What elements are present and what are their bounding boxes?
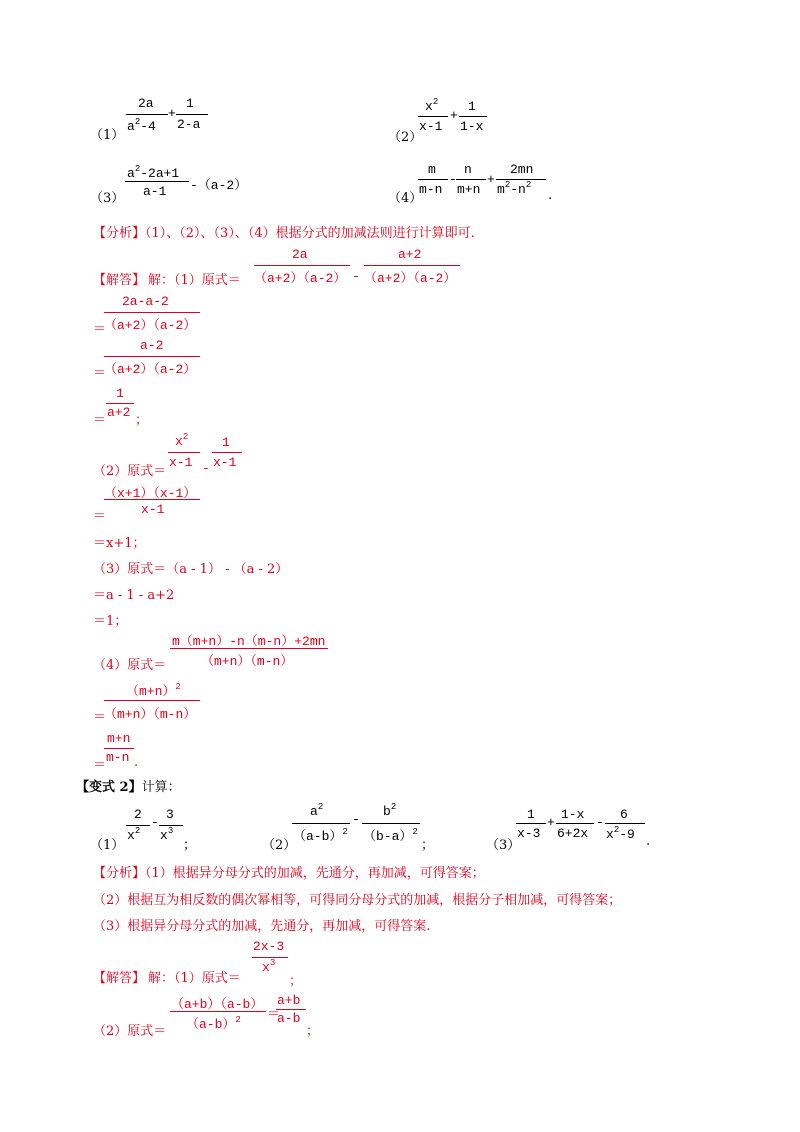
numerator: 1-x <box>561 807 585 822</box>
solution-intro: （4）原式＝ <box>93 658 167 673</box>
result-line: ＝1； <box>93 614 128 629</box>
operator: + <box>450 108 458 123</box>
numerator: 1 <box>116 386 124 401</box>
numerator: $x^2$ <box>175 432 189 449</box>
denominator: （a+2）（a-2） <box>104 318 197 333</box>
denominator: x-1 <box>213 455 237 470</box>
result-line: ＝x+1； <box>93 536 146 551</box>
numerator: $b^2$ <box>383 802 397 819</box>
denominator: 6+2x <box>557 826 589 841</box>
numerator: 1 <box>222 435 230 450</box>
operator: - <box>151 815 159 830</box>
period: . <box>548 188 553 203</box>
numerator: a+b <box>277 993 301 1008</box>
denominator: m+n <box>457 182 481 197</box>
numerator: m（m+n）-n（m-n）+2mn <box>172 634 326 649</box>
denominator: $(a-b)^2$ <box>186 1015 241 1032</box>
equals: ＝ <box>93 509 107 524</box>
denominator: （a+2）（a-2） <box>364 271 457 286</box>
period: . <box>646 834 651 849</box>
operator: - <box>202 461 210 476</box>
problem-label: （3） <box>90 191 125 206</box>
equals: ＝ <box>267 1007 281 1022</box>
numerator: 2x-3 <box>253 939 285 954</box>
problem-label: （1） <box>90 128 125 143</box>
denominator: a-1 <box>143 184 167 199</box>
numerator: m <box>428 162 436 177</box>
numerator: 3 <box>166 807 174 822</box>
denominator: （m+n）（m-n） <box>201 654 294 669</box>
denominator: $x^3$ <box>262 958 276 975</box>
problem-label: （2） <box>262 838 297 853</box>
variant-text: 计算： <box>141 780 181 795</box>
numerator: 2mn <box>510 162 534 177</box>
denominator: $(a-b)^2$ <box>293 827 348 844</box>
numerator: （x+1）（x-1） <box>104 486 197 501</box>
semicolon: ； <box>135 413 149 428</box>
equals: ＝ <box>93 322 107 337</box>
numerator: 1 <box>468 99 476 114</box>
denominator: 1-x <box>460 119 484 134</box>
operator: - <box>352 812 360 827</box>
denominator: （a+2）（a-2） <box>104 362 197 377</box>
operator: + <box>547 815 555 830</box>
numerator: 1 <box>527 807 535 822</box>
solution-tag: 【解答】 <box>93 971 146 986</box>
variant-2-heading <box>76 776 181 795</box>
equals: ＝ <box>93 413 107 428</box>
analysis-1 <box>93 222 475 241</box>
operator: - <box>596 815 604 830</box>
solution-intro: （2）原式＝ <box>93 464 167 479</box>
numerator: $a^2-2a+1$ <box>127 164 180 181</box>
numerator: m+n <box>107 731 131 746</box>
denominator: $(b-a)^2$ <box>363 827 418 844</box>
analysis-text: （1）、（2）、（3）、（4）根据分式的加减法则进行计算即可. <box>145 226 475 241</box>
denominator: a-b <box>277 1011 301 1026</box>
equals: ＝ <box>93 758 107 773</box>
problem-label: （2） <box>388 130 423 145</box>
denominator: （m+n）（m-n） <box>104 707 197 722</box>
problem-label: （4） <box>388 191 423 206</box>
variant-tag: 【变式 2】 <box>76 780 142 795</box>
numerator: a-2 <box>140 338 164 353</box>
semicolon: ； <box>183 838 197 853</box>
numerator: 6 <box>620 807 628 822</box>
solution-intro: （2）原式＝ <box>93 1024 167 1039</box>
denominator: $m^2-n^2$ <box>497 180 532 197</box>
solution-intro: 解：（1）原式＝ <box>148 971 241 986</box>
operator: - <box>352 269 360 284</box>
denominator: x-1 <box>419 119 443 134</box>
equals: ＝ <box>93 366 107 381</box>
problem-label: （1） <box>90 838 125 853</box>
semicolon: ； <box>306 1024 320 1039</box>
numerator: 2a-a-2 <box>122 294 169 309</box>
semicolon: ； <box>289 974 303 989</box>
solution-line: ＝a - 1 - a+2 <box>93 588 175 603</box>
denominator: （a+2）（a-2） <box>254 271 347 286</box>
denominator: m-n <box>106 750 130 765</box>
denominator: $x^2-9$ <box>606 825 635 842</box>
solution-tag: 【解答】 <box>93 273 146 288</box>
denominator: $x^3$ <box>160 826 174 843</box>
denominator: m-n <box>419 182 443 197</box>
numerator: a+2 <box>398 247 422 262</box>
analysis-line-1: 【分析】（1）根据异分母分式的加减，先通分，再加减，可得答案； <box>93 866 485 881</box>
denominator: x-1 <box>169 455 193 470</box>
numerator: 2 <box>134 807 142 822</box>
period: . <box>134 755 139 770</box>
solution-intro: 解：（1）原式＝ <box>148 273 241 288</box>
operator: - <box>449 172 457 187</box>
semicolon: ； <box>421 838 435 853</box>
numerator: 1 <box>186 96 194 111</box>
analysis-tag: 【分析】 <box>93 226 146 241</box>
solution-line: （3）原式＝（a - 1） - （a - 2） <box>93 562 289 577</box>
operator: + <box>487 172 495 187</box>
operator: + <box>168 106 176 121</box>
problem-label: （3） <box>486 838 521 853</box>
expression-rest: -（a-2） <box>190 178 248 193</box>
denominator: $x^2$ <box>127 826 141 843</box>
numerator: 2a <box>292 247 308 262</box>
analysis-line-2: （2）根据互为相反数的偶次幂相等，可得同分母分式的加减，根据分子相加减，可得答案； <box>93 893 622 908</box>
numerator: $a^2$ <box>310 802 324 819</box>
numerator: n <box>464 162 472 177</box>
denominator: a+2 <box>107 405 131 420</box>
analysis-line-3: （3）根据异分母分式的加减，先通分，再加减，可得答案. <box>93 919 431 934</box>
numerator: （a+b）（a-b） <box>171 997 264 1012</box>
denominator: 2-a <box>177 117 201 132</box>
denominator: $a^2-4$ <box>127 117 156 134</box>
denominator: x-3 <box>517 826 541 841</box>
equals: ＝ <box>93 710 107 725</box>
numerator: $(m+n)^2$ <box>126 682 181 699</box>
numerator: $x^2$ <box>425 97 439 114</box>
denominator: x-1 <box>141 502 165 517</box>
numerator: 2a <box>138 96 154 111</box>
